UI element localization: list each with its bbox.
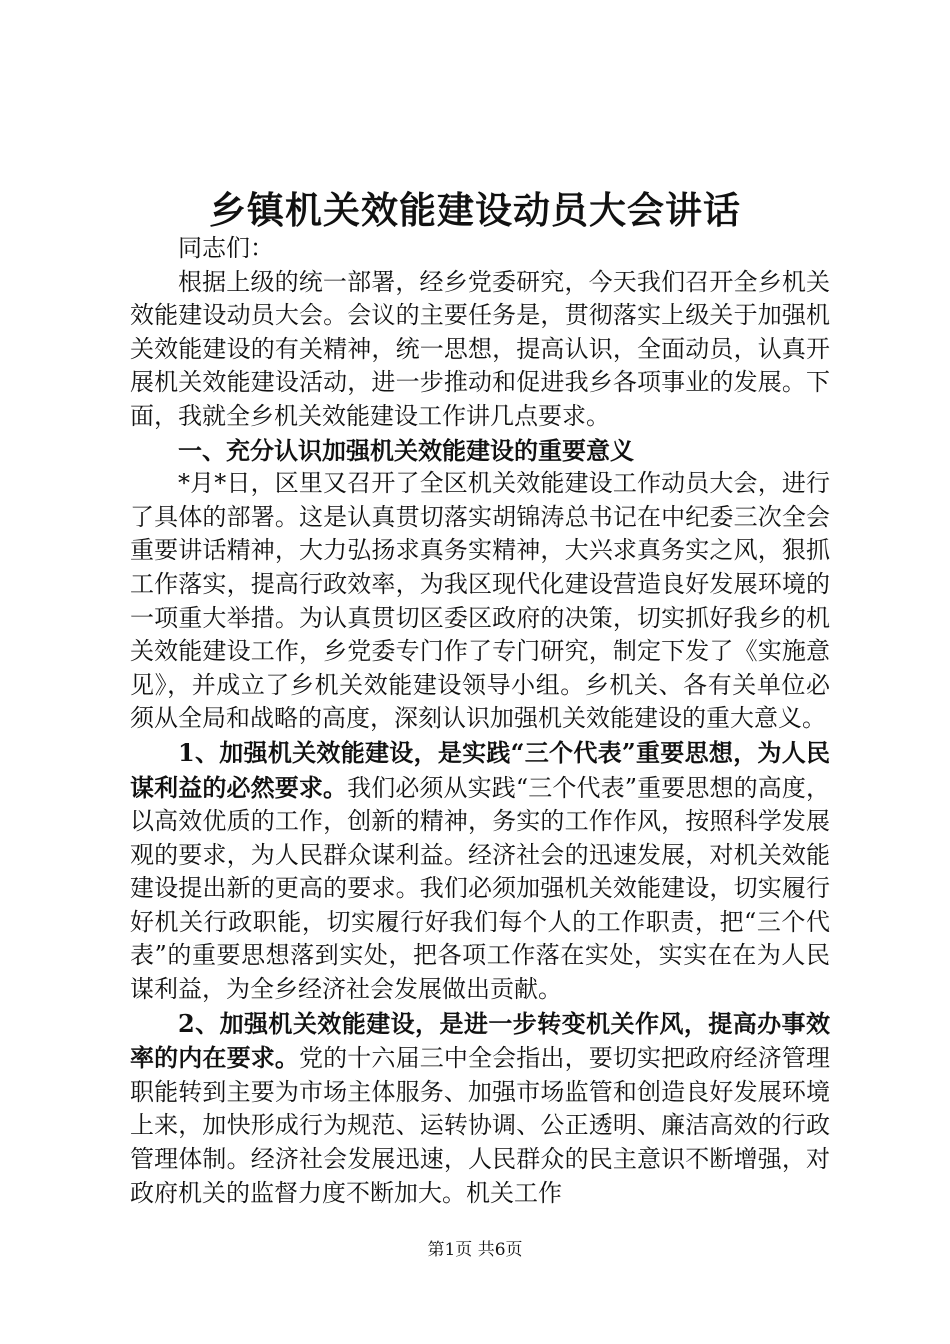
document-body	[130, 232, 830, 1210]
section-1-paragraph: *月*日，区里又召开了全区机关效能建设工作动员大会，进行了具体的部署。这是认真贯切落实胡锦涛总书记在中纪委三次全会重要讲话精神，大力弘扬求真务实精神，大兴求真务实之风，狠抓工作落实，提高行政效率，为我区现代化建设营造良好发展环境的一项重大举措。为认真贯切区委区政府的决策，切实抓好我乡的机关效能建设工作，乡党委专门作了专门研究，制定下发了《实施意见》，并成立了乡机关效能建设领导小组。乡机关、各有关单位必须从全局和战略的高度，深刻认识加强机关效能建设的重大意义。	[130, 469, 830, 733]
document-title: 乡镇机关效能建设动员大会讲话	[209, 188, 741, 232]
point-1-text: 我们必须从实践“三个代表”重要思想的高度，以高效优质的工作，创新的精神，务实的工作作风，按照科学发展观的要求，为人民群众谋利益。经济社会的迅速发展，对机关效能建设提出新的更高的要求。我们必须加强机关效能建设，切实履行好机关行政职能，切实履行好我们每个人的工作职责，把“三个代表”的重要思想落到实处，把各项工作落在实处，实实在在为人民谋利益，为全乡经济社会发展做出贡献。	[130, 773, 830, 1004]
point-2-text: 党的十六届三中全会指出，要切实把政府经济管理职能转到主要为市场主体服务、加强市场监管和创造良好发展环境上来，加快形成行为规范、运转协调、公正透明、廉洁高效的行政管理体制。经济社会发展迅速，人民群众的民主意识不断增强，对政府机关的监督力度不断加大。机关工作	[130, 1044, 830, 1207]
point-2-paragraph	[130, 1007, 830, 1211]
intro-paragraph: 根据上级的统一部署，经乡党委研究，今天我们召开全乡机关效能建设动员大会。会议的主要任务是，贯彻落实上级关于加强机关效能建设的有关精神，统一思想，提高认识，全面动员，认真开展机关效能建设活动，进一步推动和促进我乡各项事业的发展。下面，我就全乡机关效能建设工作讲几点要求。	[130, 267, 830, 430]
section-heading-1: 一、充分认识加强机关效能建设的重要意义	[178, 435, 634, 465]
point-2-lead: 2、加强机关效能建设，是进一步转变机关作风，提高办事效率的内在要求。	[130, 1008, 830, 1073]
page-number-footer: 第1页 共6页	[427, 1240, 523, 1260]
greeting: 同志们：	[178, 234, 274, 262]
point-1-paragraph	[130, 736, 830, 1007]
point-1-lead: 1、加强机关效能建设，是实践“三个代表”重要思想，为人民谋利益的必然要求。	[130, 737, 830, 802]
